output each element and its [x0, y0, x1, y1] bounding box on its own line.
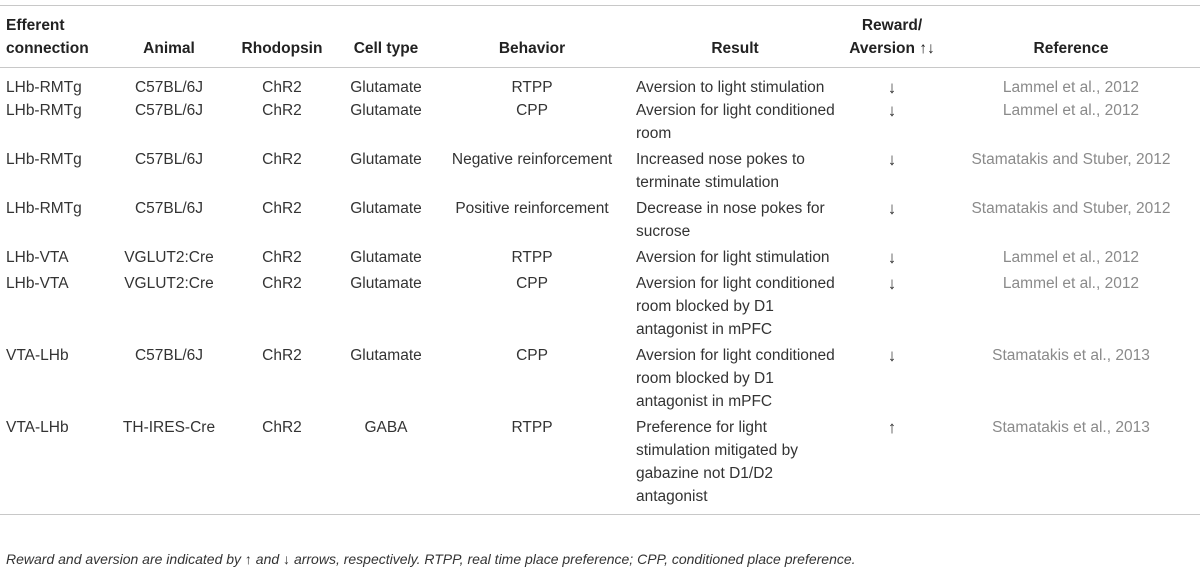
table-row	[0, 413, 1200, 515]
cell-result: Increased nose pokes to terminate stimulation	[636, 151, 805, 191]
cell-rhodopsin: ChR2	[262, 275, 302, 292]
table-footnote: Reward and aversion are indicated by ↑ and ↓ arrows, respectively. RTPP, real time place preference; CPP, conditioned place preference.	[6, 551, 856, 567]
cell-behavior: Negative reinforcement	[451, 151, 613, 168]
cell-efferent-connection: VTA-LHb	[6, 347, 69, 364]
cell-efferent-connection: LHb-VTA	[6, 249, 69, 266]
cell-result: Aversion for light conditioned room blocked by D1 antagonist in mPFC	[636, 347, 835, 410]
cell-reward-aversion: ↓	[887, 346, 897, 365]
cell-rhodopsin: ChR2	[262, 102, 302, 119]
cell-result: Aversion for light conditioned room	[636, 102, 835, 142]
cell-behavior: RTPP	[511, 249, 553, 266]
cell-cell-type: Glutamate	[350, 79, 422, 96]
cell-rhodopsin: ChR2	[262, 79, 302, 96]
header-animal: Animal	[143, 40, 195, 57]
cell-cell-type: Glutamate	[350, 102, 422, 119]
cell-result: Aversion for light stimulation	[636, 249, 830, 266]
cell-behavior: CPP	[516, 347, 548, 364]
header-row	[0, 6, 1200, 68]
cell-cell-type: Glutamate	[350, 347, 422, 364]
cell-reward-aversion: ↓	[887, 101, 897, 120]
cell-result: Preference for light stimulation mitigated by gabazine not D1/D2 antagonist	[636, 419, 798, 505]
cell-efferent-connection: LHb-RMTg	[6, 200, 82, 217]
cell-animal: C57BL/6J	[134, 200, 204, 217]
cell-reference: Lammel et al., 2012	[1002, 79, 1140, 96]
cell-efferent-connection: LHb-RMTg	[6, 151, 82, 168]
cell-behavior: RTPP	[511, 79, 553, 96]
cell-animal: VGLUT2:Cre	[124, 249, 214, 266]
cell-result: Aversion for light conditioned room blocked by D1 antagonist in mPFC	[636, 275, 835, 338]
header-reference: Reference	[1033, 40, 1109, 57]
cell-cell-type: GABA	[364, 419, 408, 436]
table-row	[0, 243, 1200, 269]
cell-reference: Stamatakis and Stuber, 2012	[971, 151, 1171, 168]
optogenetics-table	[0, 5, 1200, 515]
cell-rhodopsin: ChR2	[262, 151, 302, 168]
header-result: Result	[711, 40, 759, 57]
cell-reference: Lammel et al., 2012	[1002, 275, 1140, 292]
cell-reference: Stamatakis et al., 2013	[992, 347, 1150, 364]
cell-reference: Lammel et al., 2012	[1002, 249, 1140, 266]
cell-result: Decrease in nose pokes for sucrose	[636, 200, 825, 240]
cell-cell-type: Glutamate	[350, 151, 422, 168]
cell-reward-aversion: ↓	[887, 78, 897, 97]
cell-efferent-connection: VTA-LHb	[6, 419, 69, 436]
cell-reference: Lammel et al., 2012	[1002, 102, 1140, 119]
cell-behavior: CPP	[516, 275, 548, 292]
cell-animal: VGLUT2:Cre	[124, 275, 214, 292]
cell-animal: C57BL/6J	[134, 79, 204, 96]
header-cell-type: Cell type	[353, 40, 419, 57]
cell-animal: C57BL/6J	[134, 151, 204, 168]
cell-efferent-connection: LHb-VTA	[6, 275, 69, 292]
cell-reference: Stamatakis et al., 2013	[992, 419, 1150, 436]
cell-reward-aversion: ↑	[887, 418, 897, 437]
table-row	[0, 269, 1200, 341]
cell-efferent-connection: LHb-RMTg	[6, 79, 82, 96]
table-row	[0, 68, 1200, 100]
table-body	[0, 68, 1200, 515]
cell-result: Aversion to light stimulation	[636, 79, 825, 96]
cell-reference: Stamatakis and Stuber, 2012	[971, 200, 1171, 217]
cell-cell-type: Glutamate	[350, 249, 422, 266]
cell-rhodopsin: ChR2	[262, 200, 302, 217]
header-rhodopsin: Rhodopsin	[241, 40, 323, 57]
cell-behavior: CPP	[516, 102, 548, 119]
table-row	[0, 341, 1200, 413]
table-row	[0, 194, 1200, 243]
cell-animal: C57BL/6J	[134, 102, 204, 119]
cell-rhodopsin: ChR2	[262, 249, 302, 266]
cell-animal: TH-IRES-Cre	[122, 419, 216, 436]
cell-rhodopsin: ChR2	[262, 419, 302, 436]
cell-behavior: RTPP	[511, 419, 553, 436]
header-reward-aversion: Reward/ Aversion ↑↓	[849, 17, 935, 57]
table-row	[0, 145, 1200, 194]
cell-behavior: Positive reinforcement	[455, 200, 609, 217]
cell-reward-aversion: ↓	[887, 150, 897, 169]
cell-efferent-connection: LHb-RMTg	[6, 102, 82, 119]
cell-animal: C57BL/6J	[134, 347, 204, 364]
cell-cell-type: Glutamate	[350, 275, 422, 292]
cell-reward-aversion: ↓	[887, 199, 897, 218]
cell-cell-type: Glutamate	[350, 200, 422, 217]
table-row	[0, 99, 1200, 145]
header-efferent-connection: Efferent connection	[6, 17, 89, 57]
header-behavior: Behavior	[498, 40, 566, 57]
cell-rhodopsin: ChR2	[262, 347, 302, 364]
cell-reward-aversion: ↓	[887, 248, 897, 267]
cell-reward-aversion: ↓	[887, 274, 897, 293]
